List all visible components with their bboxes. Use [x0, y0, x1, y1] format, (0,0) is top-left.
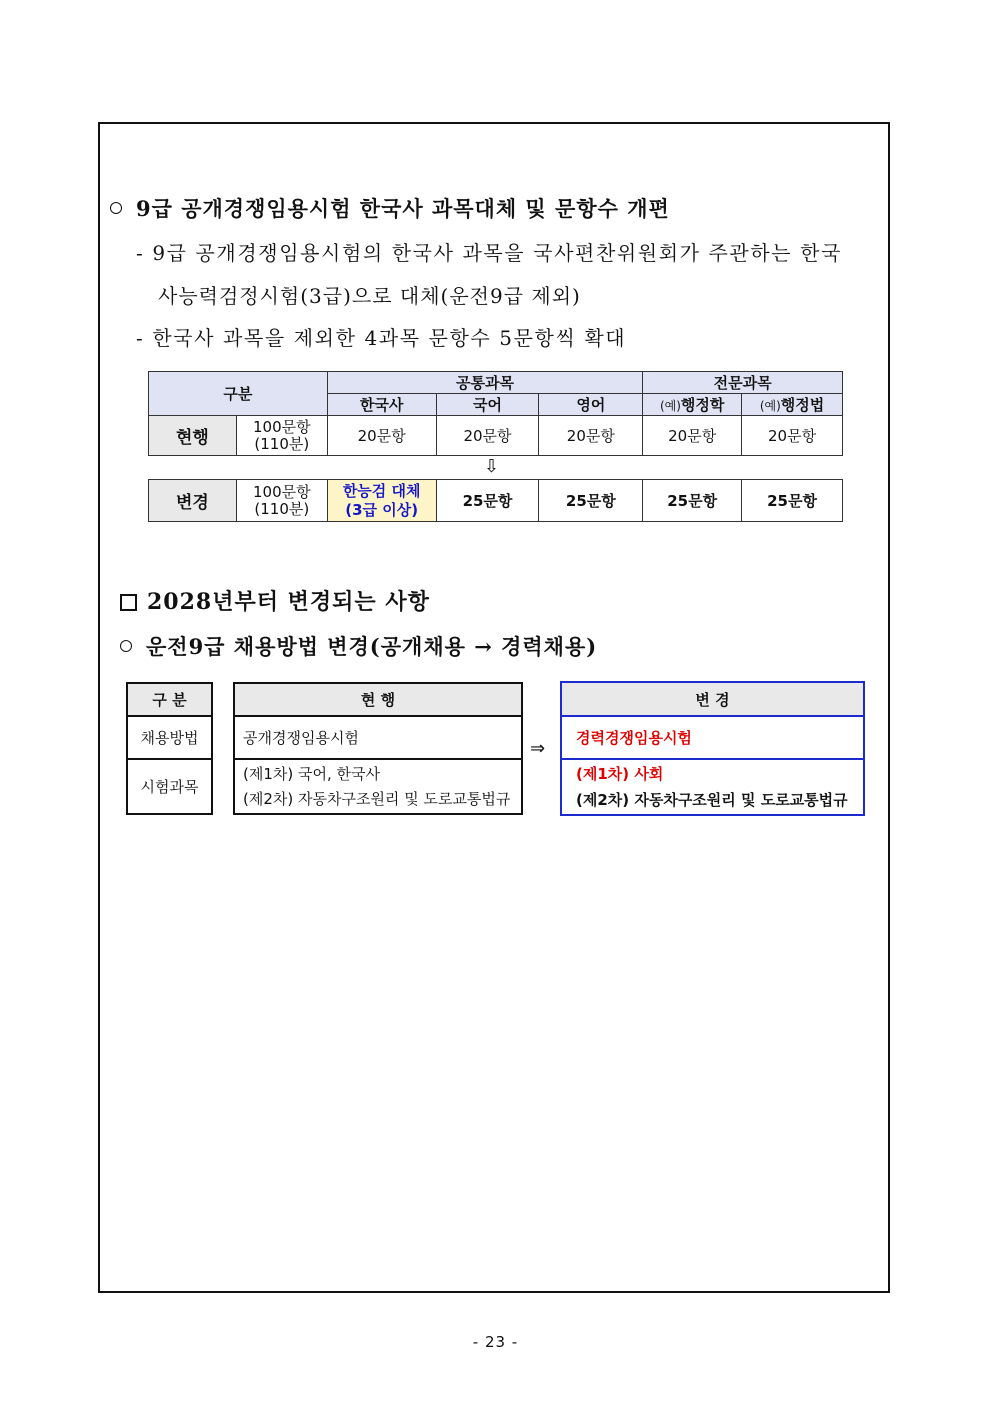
cell-public-admin-changed: 25문항 — [643, 480, 742, 522]
current-subjects: (제1차) 국어, 한국사 (제2차) 자동차구조원리 및 도로교통법규 — [234, 759, 522, 814]
changed-subjects: (제1차) 사회 (제2차) 자동차구조원리 및 도로교통법규 — [561, 759, 864, 815]
section1-bullet1-line1: - 9급 공개경쟁임용시험의 한국사 과목을 국사편찬위원회가 주관하는 한국 — [136, 241, 842, 265]
cell-admin-law-current: 20문항 — [742, 416, 843, 456]
method-changed-table — [560, 681, 865, 816]
subject-table-changed — [148, 479, 843, 522]
row-label-subjects: 시험과목 — [127, 759, 212, 814]
arrow-right-icon: ⇒ — [530, 738, 546, 759]
page-number: - 23 - — [472, 1333, 519, 1351]
cell-history-changed: 한능검 대체 (3급 이상) — [327, 480, 436, 522]
section1-bullet2: - 한국사 과목을 제외한 4과목 문항수 5문항씩 확대 — [136, 326, 627, 350]
cell-admin-law-changed: 25문항 — [742, 480, 843, 522]
header-admin-law: (예)행정법 — [742, 394, 843, 416]
method-label-table — [126, 682, 213, 815]
section1-bullet1-line2: 사능력검정시험(3급)으로 대체(운전9급 제외) — [158, 284, 581, 308]
total-questions-current: 100문항 (110분) — [236, 416, 327, 456]
circle-bullet-icon — [120, 640, 132, 652]
header-gubun: 구분 — [149, 372, 328, 416]
cell-english-changed: 25문항 — [539, 480, 643, 522]
arrow-down-icon: ⇩ — [484, 456, 500, 477]
cell-public-admin-current: 20문항 — [643, 416, 742, 456]
section2-subheading: 운전9급 채용방법 변경(공개채용 → 경력채용) — [120, 631, 597, 661]
section1-heading: 9급 공개경쟁임용시험 한국사 과목대체 및 문항수 개편 — [110, 193, 670, 223]
total-questions-changed: 100문항 (110분) — [236, 480, 327, 522]
row-label-changed: 변경 — [149, 480, 237, 522]
header-changed-2: 변 경 — [561, 682, 864, 716]
row-label-current: 현행 — [149, 416, 237, 456]
row-label-method: 채용방법 — [127, 716, 212, 759]
square-bullet-icon — [120, 594, 137, 611]
header-history: 한국사 — [327, 394, 436, 416]
method-current-table — [233, 682, 523, 815]
cell-korean-changed: 25문항 — [436, 480, 539, 522]
header-current-2: 현 행 — [234, 683, 522, 716]
header-major-subjects: 전문과목 — [643, 372, 843, 394]
header-public-admin: (예)행정학 — [643, 394, 742, 416]
cell-history-current: 20문항 — [327, 416, 436, 456]
cell-korean-current: 20문항 — [436, 416, 539, 456]
section2-heading: 2028년부터 변경되는 사항 — [120, 585, 430, 616]
header-english: 영어 — [539, 394, 643, 416]
subject-table-current — [148, 371, 843, 456]
header-gubun-2: 구 분 — [127, 683, 212, 716]
changed-method: 경력경쟁임용시험 — [561, 716, 864, 759]
current-method: 공개경쟁임용시험 — [234, 716, 522, 759]
circle-bullet-icon — [110, 202, 122, 214]
header-korean: 국어 — [436, 394, 539, 416]
cell-english-current: 20문항 — [539, 416, 643, 456]
header-common-subjects: 공통과목 — [327, 372, 643, 394]
